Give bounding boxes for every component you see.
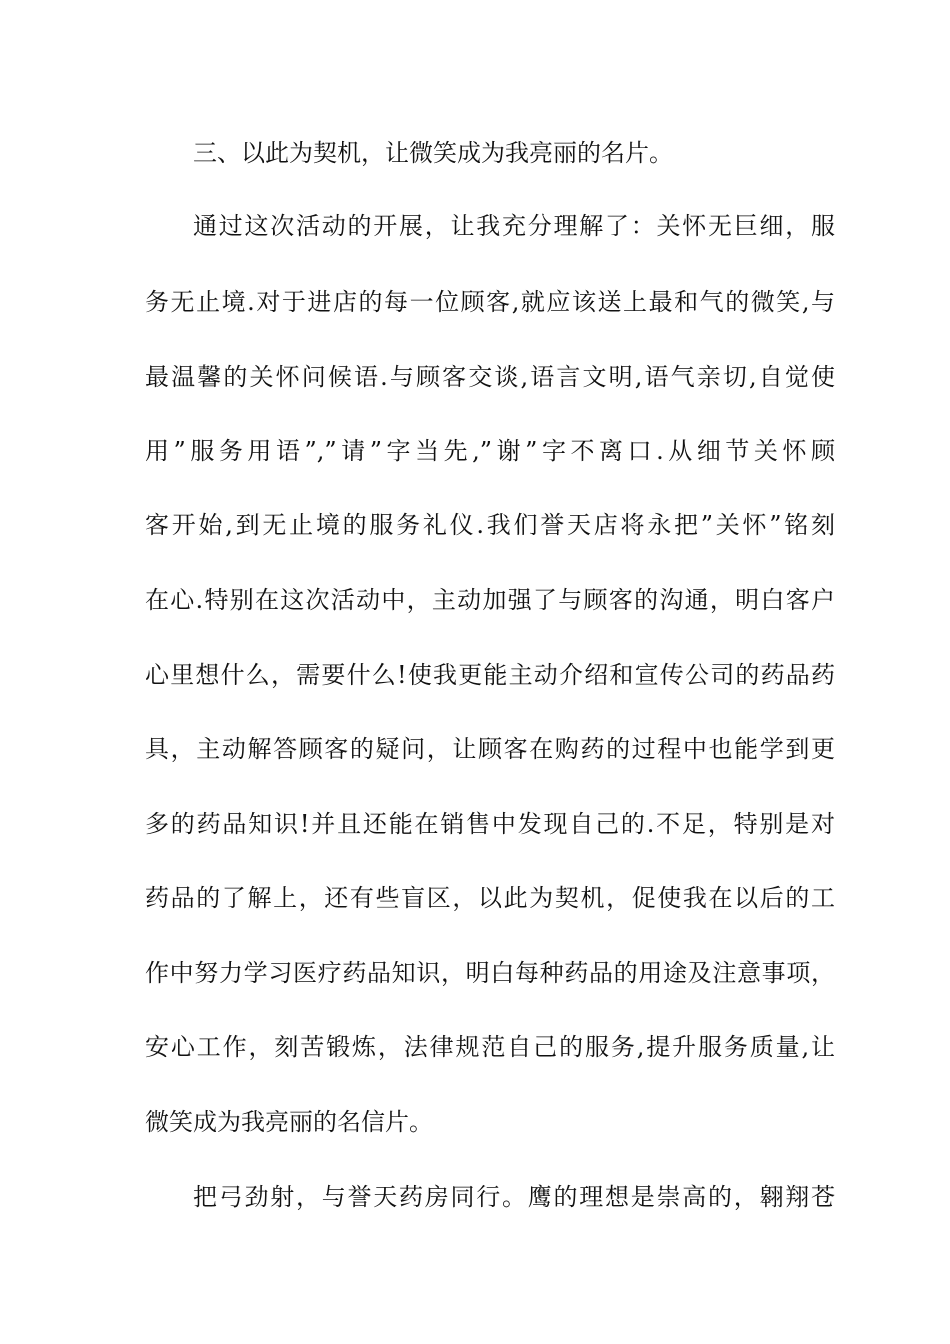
paragraph-line: 心里想什么，需要什么!使我更能主动介绍和宣传公司的药品药 <box>145 661 835 689</box>
paragraph-line: 药品的了解上，还有些盲区，以此为契机，促使我在以后的工 <box>145 884 835 912</box>
paragraph-line: 最温馨的关怀问候语.与顾客交谈,语言文明,语气亲切,自觉使 <box>145 363 835 391</box>
paragraph-line: 安心工作，刻苦锻炼，法律规范自己的服务,提升服务质量,让 <box>145 1033 835 1061</box>
section-heading: 三、以此为契机，让微笑成为我亮丽的名片。 <box>193 139 673 167</box>
paragraph-line: 把弓劲射，与誉天药房同行。鹰的理想是崇高的，翱翔苍 <box>193 1183 835 1211</box>
paragraph-line: 客开始,到无止境的服务礼仪.我们誉天店将永把”关怀”铭刻 <box>145 511 835 539</box>
paragraph-line: 务无止境.对于进店的每一位顾客,就应该送上最和气的微笑,与 <box>145 288 835 316</box>
paragraph-line: 微笑成为我亮丽的名信片。 <box>145 1108 433 1136</box>
paragraph-line: 具，主动解答顾客的疑问，让顾客在购药的过程中也能学到更 <box>145 735 835 763</box>
paragraph-line: 多的药品知识!并且还能在销售中发现自己的.不足，特别是对 <box>145 810 835 838</box>
paragraph-line: 用”服务用语”,”请”字当先,”谢”字不离口.从细节关怀顾 <box>145 437 835 465</box>
paragraph-line: 在心.特别在这次活动中，主动加强了与顾客的沟通，明白客户 <box>145 586 835 614</box>
paragraph-line: 作中努力学习医疗药品知识，明白每种药品的用途及注意事项， <box>145 959 835 987</box>
paragraph-line: 通过这次活动的开展，让我充分理解了：关怀无巨细，服 <box>193 212 835 240</box>
